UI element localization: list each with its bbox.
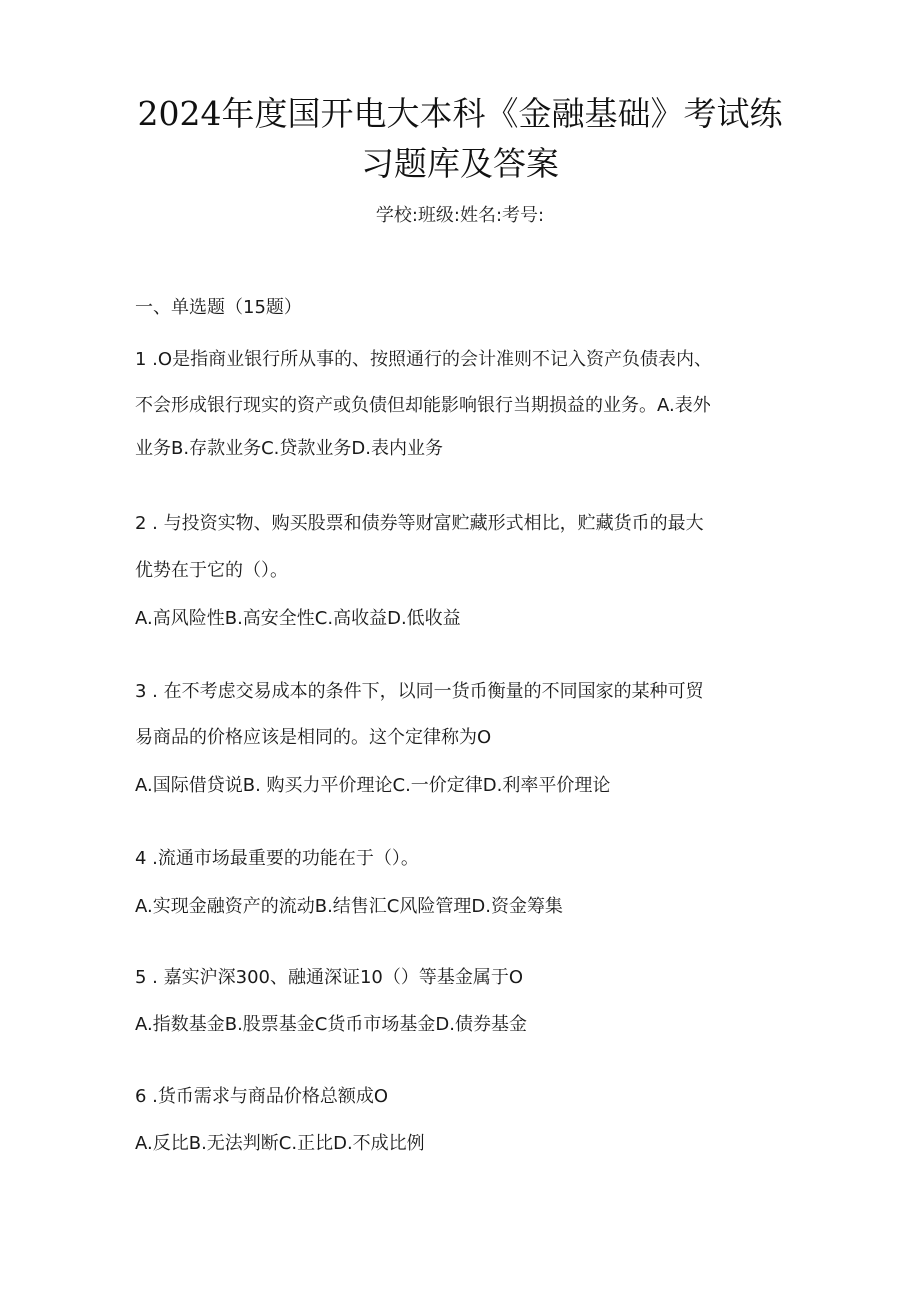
question-5-options: A.指数基金B.股票基金C货币市场基金D.债券基金 bbox=[135, 1014, 527, 1035]
question-2-options: A.高风险性B.高安全性C.高收益D.低收益 bbox=[135, 608, 461, 629]
section-heading: 一、单选题（15题） bbox=[135, 297, 302, 318]
question-4-options: A.实现金融资产的流动B.结售汇C风险管理D.资金筹集 bbox=[135, 896, 563, 917]
student-info-line: 学校:班级:姓名:考号: bbox=[375, 205, 545, 226]
question-3-options: A.国际借贷说B. 购买力平价理论C.一价定律D.利率平价理论 bbox=[135, 775, 611, 796]
question-4-line-1: 4 .流通市场最重要的功能在于（）。 bbox=[135, 848, 419, 869]
question-2-line-2: 优势在于它的（）。 bbox=[135, 560, 288, 581]
question-1-line-1: 1 .O是指商业银行所从事的、按照通行的会计准则不记入资产负债表内、 bbox=[135, 349, 713, 370]
question-3-line-1: 3 . 在不考虑交易成本的条件下，以同一货币衡量的不同国家的某种可贸 bbox=[135, 681, 704, 702]
question-3-line-2: 易商品的价格应该是相同的。这个定律称为O bbox=[135, 727, 492, 748]
question-6-line-1: 6 .货币需求与商品价格总额成O bbox=[135, 1086, 389, 1107]
question-1-line-2: 不会形成银行现实的资产或负债但却能影响银行当期损益的业务。A.表外 bbox=[135, 395, 711, 416]
question-2-line-1: 2 . 与投资实物、购买股票和债券等财富贮藏形式相比，贮藏货币的最大 bbox=[135, 513, 704, 534]
question-1-line-3: 业务B.存款业务C.贷款业务D.表内业务 bbox=[135, 438, 443, 459]
document-title-line-1: 2024年度国开电大本科《金融基础》考试练 bbox=[137, 94, 783, 133]
document-title-line-2: 习题库及答案 bbox=[361, 144, 559, 183]
question-5-line-1: 5 . 嘉实沪深300、融通深证10（）等基金属于O bbox=[135, 967, 524, 988]
question-6-options: A.反比B.无法判断C.正比D.不成比例 bbox=[135, 1133, 425, 1154]
